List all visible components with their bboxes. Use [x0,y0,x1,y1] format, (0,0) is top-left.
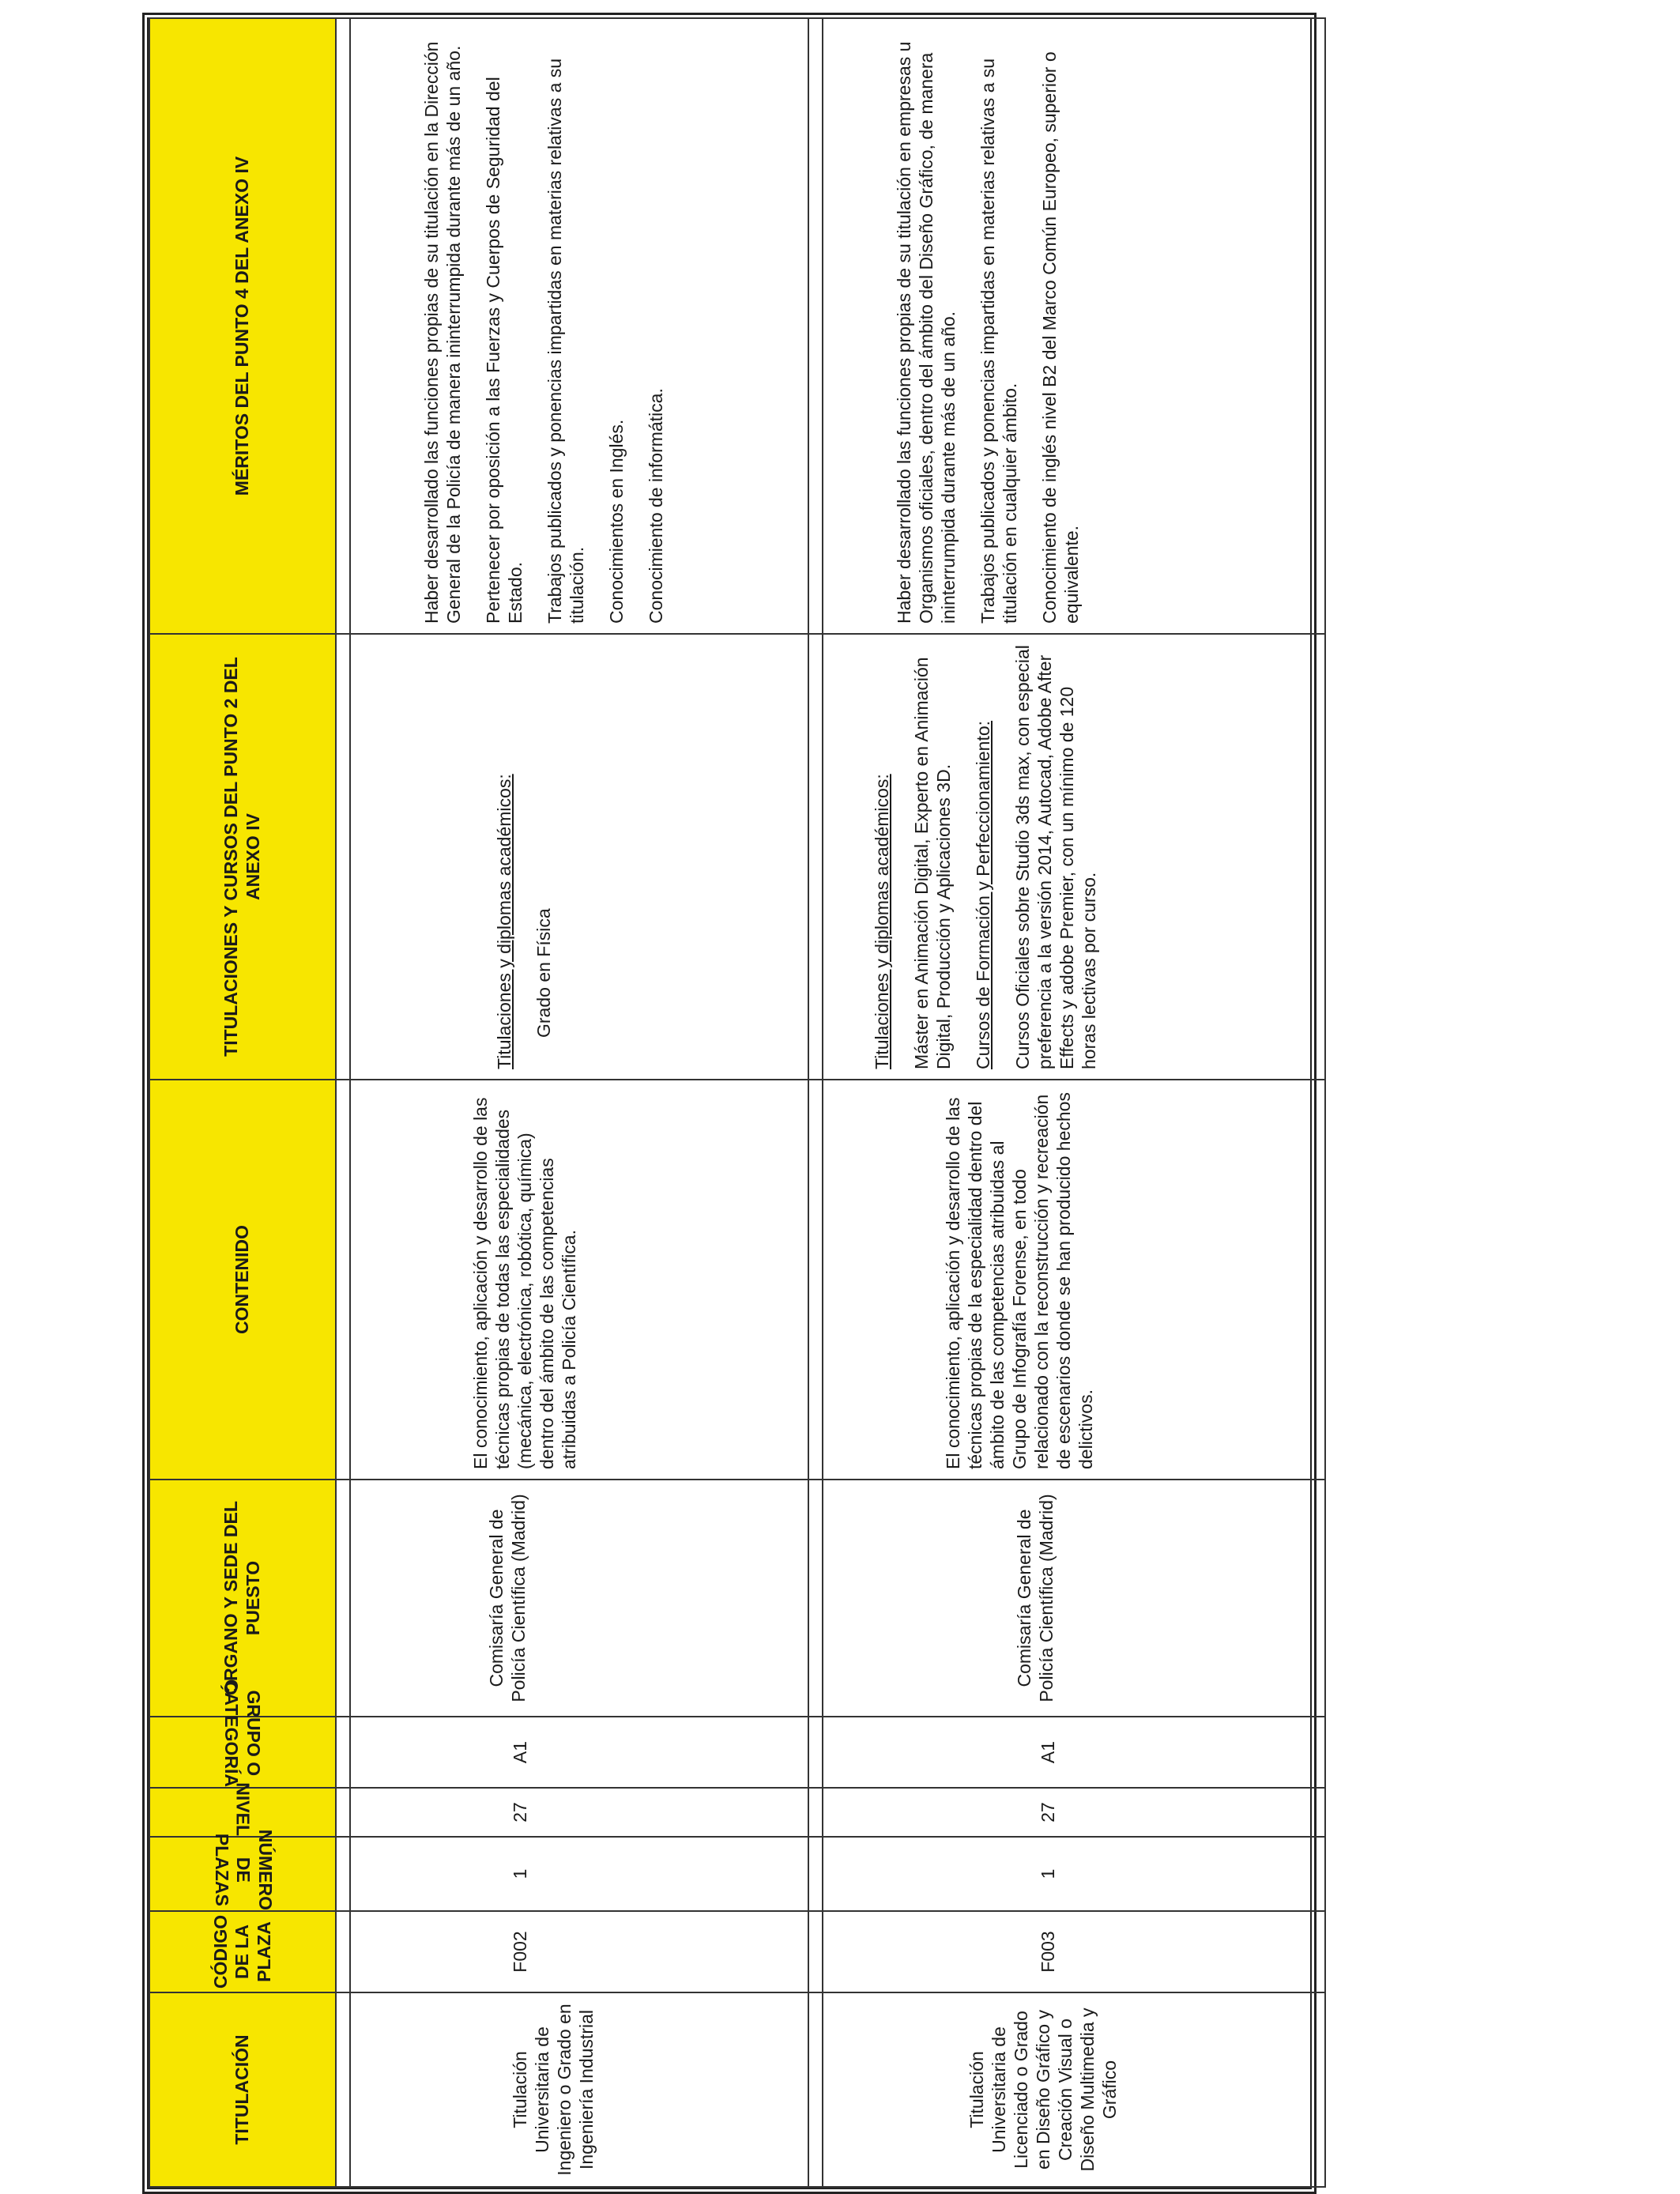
cell-grupo: A1 [350,1717,808,1788]
cell-meritos [350,18,808,634]
row-spacer [808,18,823,2187]
titulaciones-text: Grado en Física [533,908,555,1038]
header-numero: NÚMERO DE PLAZAS [149,1837,336,1911]
cell-titulacion: Titulación Universitaria de Licenciado o Grado en Diseño Gráfico y Creación Visual o Diseño Multimedia y Gráfico [823,1992,1325,2187]
cell-meritos [823,18,1325,634]
merito-item: Conocimiento de inglés nivel B2 del Marco Común Europeo, superior o equivalente. [1039,51,1083,624]
merito-item: Trabajos publicados y ponencias impartidas en materias relativas a su titulación. [544,58,588,624]
header-codigo: CÓDIGO DE LA PLAZA [149,1911,336,1992]
header-nivel: NIVEL [149,1788,336,1837]
cell-grupo: A1 [823,1717,1325,1788]
header-organo: ÓRGANO Y SEDE DEL PUESTO [149,1480,336,1717]
cell-codigo: F002 [350,1911,808,1992]
cell-titulacion: Titulación Universitaria de Ingeniero o Grado en Ingeniería Industrial [350,1992,808,2187]
cell-nivel: 27 [350,1788,808,1837]
cell-nivel: 27 [823,1788,1325,1837]
merito-item: Conocimientos en Inglés. [606,419,627,624]
rotated-page [142,13,1317,2194]
cell-numero: 1 [350,1837,808,1911]
cell-codigo: F003 [823,1911,1325,1992]
merito-item: Haber desarrollado las funciones propias de su titulación en empresas u Organismos oficiales, dentro del ámbito del Diseño Gráfico, de manera ininterrumpida durante más de un año. [894,41,959,624]
header-titulacion: TITULACIÓN [149,1992,336,2187]
merito-item: Haber desarrollado las funciones propias de su titulación en la Dirección General de la Policía de manera ininterrumpida durante más de un año. [421,41,465,624]
cell-organo: Comisaría General de Policía Científica (Madrid) [350,1480,808,1717]
cursos-text: Cursos Oficiales sobre Studio 3ds max, con especial preferencia a la versión 2014, Autocad, Adobe After Effects y adobe Premier, con un mínimo de 120 horas lectivas por curso. [1012,645,1100,1069]
cell-titulaciones [350,634,808,1080]
header-row [149,18,336,2187]
cell-titulaciones [823,634,1325,1080]
titulaciones-heading: Titulaciones y diplomas académicos: [872,774,892,1069]
merito-item: Pertenecer por oposición a las Fuerzas y Cuerpos de Seguridad del Estado. [483,77,526,624]
cell-organo: Comisaría General de Policía Científica (Madrid) [823,1480,1325,1717]
table-row [350,18,808,2187]
merito-item: Trabajos publicados y ponencias impartidas en materias relativas a su titulación en cualquier ámbito. [977,58,1021,624]
cell-numero: 1 [823,1837,1325,1911]
row-spacer [336,18,350,2187]
cursos-heading: Cursos de Formación y Perfeccionamiento: [973,720,994,1069]
cell-contenido: El conocimiento, aplicación y desarrollo de las técnicas propias de todas las especialidades (mecánica, electrónica, robótica, química) dentro del ámbito de las competencias atribuidas a Policía Científica. [350,1080,808,1480]
header-titulaciones-cursos: TITULACIONES Y CURSOS DEL PUNTO 2 DEL ANEXO IV [149,634,336,1080]
header-contenido: CONTENIDO [149,1080,336,1480]
titulaciones-heading: Titulaciones y diplomas académicos: [494,774,514,1069]
merito-item: Conocimiento de informática. [646,388,667,624]
cell-contenido: El conocimiento, aplicación y desarrollo de las técnicas propias de la especialidad dentro del ámbito de las competencias atribuidas al Grupo de Infografía Forense, en todo relacionado con la reconstrucción y recreación de escenarios donde se han producido hechos delictivos. [823,1080,1325,1480]
header-meritos: MÉRITOS DEL PUNTO 4 DEL ANEXO IV [149,18,336,634]
titulaciones-text: Máster en Animación Digital, Experto en Animación Digital, Producción y Aplicaciones 3D. [911,657,955,1069]
plazas-table [149,17,1326,2188]
header-grupo: GRUPO O CATEGORÍA [149,1717,336,1788]
table-row [823,18,1325,2187]
